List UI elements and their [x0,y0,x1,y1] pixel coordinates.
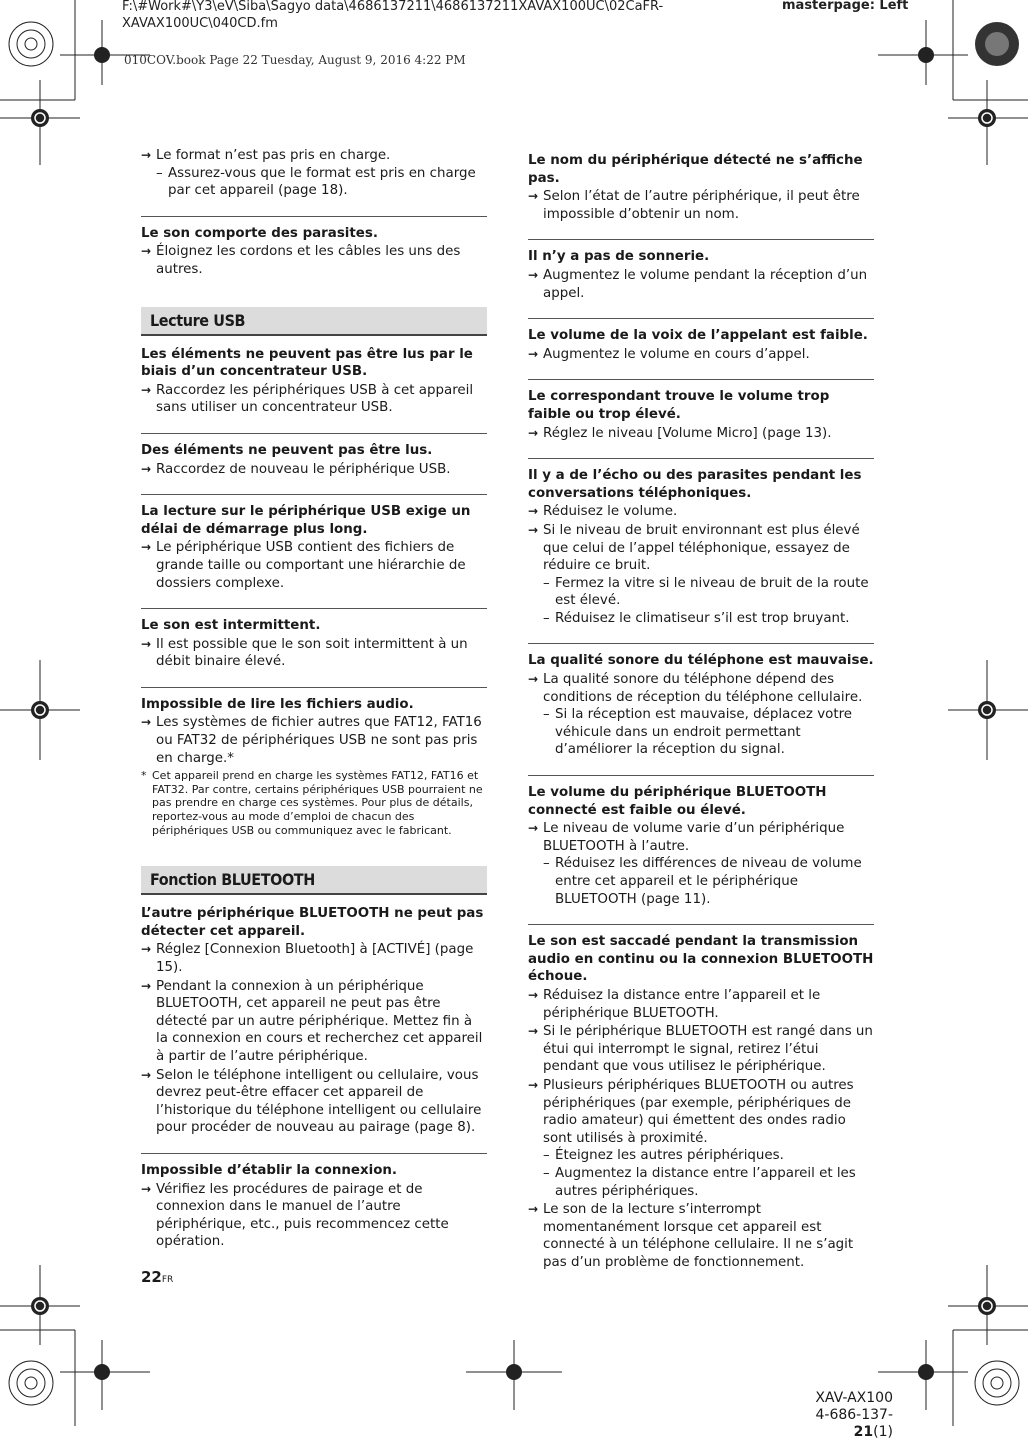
file-path-header [122,0,663,32]
entry-streaming [528,933,874,1287]
question: La qualité sonore du téléphone est mauvaise. [528,653,874,669]
masterpage-label: masterpage: Left [782,0,909,13]
entry-bt-volume [528,784,874,925]
answer: → Les systèmes de fichier autres que FAT12, FAT16 ou FAT32 de périphériques USB ne sont pas pris en charge.* [141,714,487,767]
answer: → La qualité sonore du téléphone dépend des conditions de réception du téléphone cellulaire. [528,671,874,706]
sub-answer: – Éteignez les autres périphériques. [528,1147,874,1165]
part-prefix: 4-686-137- [815,1407,893,1423]
answer: → Selon l’état de l’autre périphérique, il peut être impossible d’obtenir un nom. [528,188,874,223]
model-info [790,1390,893,1441]
answer: → Pendant la connexion à un périphérique BLUETOOTH, cet appareil ne peut pas être détecté par un autre périphérique. Mettez fin à la connexion en cours et recherchez cet appareil à partir de l’autre périphérique. [141,978,487,1066]
question: Le volume de la voix de l’appelant est faible. [528,328,868,344]
question: Il n’y a pas de sonnerie. [528,249,710,265]
question: Le son comporte des parasites. [141,225,378,241]
answer: → Éloignez les cordons et les câbles les uns des autres. [141,243,487,278]
part-number [790,1407,893,1441]
question: Le nom du périphérique détecté ne s’affiche pas. [528,153,863,186]
entry-echo [528,467,874,644]
file-path-line-2: XAVAX100UC\040CD.fm [122,16,278,31]
question: Les éléments ne peuvent pas être lus par le biais d’un concentrateur USB. [141,346,473,380]
answer: → Réduisez la distance entre l’appareil et le périphérique BLUETOOTH. [528,987,874,1022]
answer: → Réglez le niveau [Volume Micro] (page 13). [528,425,874,443]
entry-cannot-play [141,442,487,495]
entry-intermittent [141,617,487,688]
page-number [141,1268,173,1286]
footnote: * Cet appareil prend en charge les systèmes FAT12, FAT16 et FAT32. Par contre, certains périphériques USB pourraient ne pas prendre en charge ces systèmes. Pour plus de détails, reportez-vous au mode d’emploi de chacun des périphériques USB ou communiquez avec le fabricant. [141,769,487,837]
entry-audio-files [141,696,487,854]
entry-no-ring [528,248,874,319]
question: Impossible d’établir la connexion. [141,1162,398,1178]
sub-answer: – Augmentez la distance entre l’appareil et les autres périphériques. [528,1165,874,1200]
entry-noise [141,225,487,295]
question: Le son est intermittent. [141,618,321,634]
question: Il y a de l’écho ou des parasites pendant les conversations téléphoniques. [528,468,862,501]
question: Des éléments ne peuvent pas être lus. [141,442,433,458]
answer: → Plusieurs périphériques BLUETOOTH ou autres périphériques (par exemple, périphériques de radio amateur) qui émettent des ondes radio sont utilisés à proximité. [528,1077,874,1147]
answer: → Le périphérique USB contient des fichiers de grande taille ou comportant une hiérarchie de dossiers complexe. [141,539,487,592]
sub-answer: – Si la réception est mauvaise, déplacez votre véhicule dans un endroit permettant d’améliorer la réception du signal. [528,706,874,759]
question: Le correspondant trouve le volume trop faible ou trop élevé. [528,389,830,422]
question: Le volume du périphérique BLUETOOTH connecté est faible ou élevé. [528,785,827,818]
answer: → Raccordez les périphériques USB à cet appareil sans utiliser un concentrateur USB. [141,382,487,417]
question: Le son est saccadé pendant la transmission audio en continu ou la connexion BLUETOOTH échoue. [528,934,874,985]
entry-startup-delay [141,503,487,609]
section-heading-usb: Lecture USB [141,307,487,336]
answer: → Réduisez le volume. [528,503,874,521]
entry-format [141,147,487,217]
part-suffix: (1) [873,1424,893,1440]
book-info: 010COV.book Page 22 Tuesday, August 9, 2016 4:22 PM [124,53,466,67]
answer: → Le niveau de volume varie d’un périphérique BLUETOOTH à l’autre. [528,820,874,855]
question: La lecture sur le périphérique USB exige un délai de démarrage plus long. [141,504,471,537]
part-bold: 21 [853,1424,874,1440]
sub-answer: – Réduisez le climatiseur s’il est trop bruyant. [528,610,874,628]
entry-correspondent-volume [528,388,874,459]
file-path-line-1: F:\#Work#\Y3\eV\Siba\Sagyo data\4686137211\4686137211XAVAX100UC\02CaFR- [122,0,664,14]
question: Impossible de lire les fichiers audio. [141,696,414,712]
answer: → Il est possible que le son soit intermittent à un débit binaire élevé. [141,636,487,671]
answer: → Réglez [Connexion Bluetooth] à [ACTIVÉ] (page 15). [141,941,487,976]
entry-caller-volume [528,327,874,380]
entry-usb-hub [141,346,487,434]
entry-call-quality [528,652,874,776]
answer: → Si le niveau de bruit environnant est plus élevé que celui de l’appel téléphonique, essayez de réduire ce bruit. [528,522,874,575]
entry-device-name [528,152,874,240]
left-column [141,146,487,1275]
right-column [528,152,874,1295]
sub-answer: – Réduisez les différences de niveau de volume entre cet appareil et le périphérique BLUETOOTH (page 11). [528,855,874,908]
answer: → Le son de la lecture s’interrompt momentanément lorsque cet appareil est connecté à un téléphone cellulaire. Il ne s’agit pas d’un problème de fonctionnement. [528,1201,874,1271]
question: L’autre périphérique BLUETOOTH ne peut pas détecter cet appareil. [141,906,484,939]
sub-answer: – Assurez-vous que le format est pris en charge par cet appareil (page 18). [141,165,487,200]
answer: → Si le périphérique BLUETOOTH est rangé dans un étui qui interrompt le signal, retirez l’étui pendant que vous utilisez le périphérique. [528,1023,874,1076]
entry-bt-detect [141,905,487,1154]
answer: → Le format n’est pas pris en charge. [141,147,487,165]
answer: → Raccordez de nouveau le périphérique USB. [141,461,487,479]
answer: → Augmentez le volume en cours d’appel. [528,346,874,364]
page-number-value: 22 [141,1268,162,1286]
answer: → Augmentez le volume pendant la réception d’un appel. [528,267,874,302]
model-name: XAV-AX100 [815,1390,893,1406]
answer: → Vérifiez les procédures de pairage et de connexion dans le manuel de l’autre périphérique, etc., puis recommencez cette opération. [141,1181,487,1251]
entry-connection [141,1162,487,1267]
sub-answer: – Fermez la vitre si le niveau de bruit de la route est élevé. [528,575,874,610]
page-number-suffix: FR [161,1275,174,1285]
answer: → Selon le téléphone intelligent ou cellulaire, vous devrez peut-être effacer cet appareil de l’historique du téléphone intelligent ou cellulaire pour procéder de nouveau au pairage (page 8). [141,1067,487,1137]
section-heading-bluetooth: Fonction BLUETOOTH [141,866,487,895]
